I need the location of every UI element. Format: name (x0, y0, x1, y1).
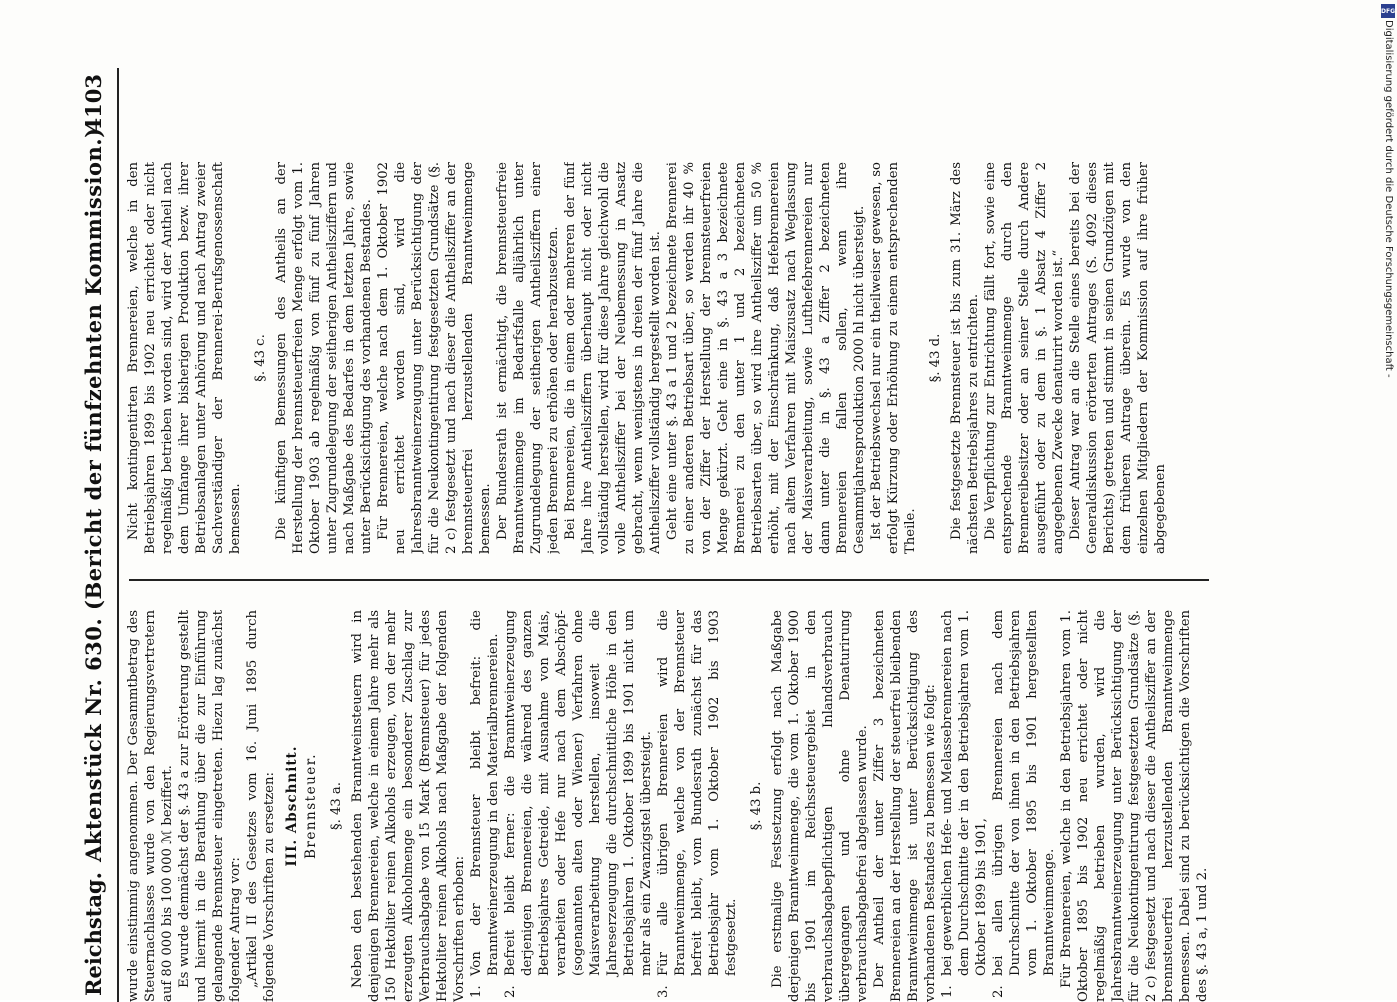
paragraph-heading-43b: §. 43 b. (749, 781, 764, 831)
paragraph: Geht eine unter §. 43 a 1 und 2 bezeichnete Brennerei zu einer anderen Betriebsart über, so werden ihr 40 % von der Ziffer der Herstellung der brennsteuerfreien Menge gekürzt. Geht eine in §. 43 a 3 bezeichnete Brennerei zu den unter 1 und 2 bezeichneten Betriebsarten über, so wird ihre Antheilsziffer um 50 % erhöht, mit der Einschränkung, daß Hefebrennereien nach altem Verfahren mit Maiszusatz nach Weglassung der Maisverarbeitung, sowie Lufthefebrennereien nur dann unter die in §. 43 a Ziffer 2 bezeichneten Brennereien fallen sollen, wenn ihre Gesammtjahresproduktion 2000 hl nicht übersteigt. (665, 162, 867, 554)
paragraph: Die Verpflichtung zur Entrichtung fällt fort, sowie eine entsprechende Branntweinmenge durch den Brennereibesitzer oder an seiner Stelle durch Andere ausgeführt oder zu dem in §. 1 Absatz 4 Ziffer 2 angegebenen Zwecke denaturirt worden ist.“ (983, 162, 1066, 554)
paragraph: Neben den bestehenden Branntweinsteuern wird in denjenigen Brennereien, welche in einem Jahre mehr als 150 Hektoliter reinen Alkohols erzeugen, von der mehr erzeugten Alkoholmenge ein besonderer Zuschlag zur Verbrauchsabgabe von 15 Mark (Brennsteuer) für jedes Hektoliter reinen Alkohols nach Maßgabe der folgenden Vorschriften erhoben: (350, 610, 467, 1002)
list-item: 1. Von der Brennsteuer bleibt befreit: die Branntweinerzeugung in den Materialbrennereien. (469, 610, 501, 998)
digitization-note (1380, 20, 1394, 960)
paragraph: wurde einstimmig angenommen. Der Gesammtbetrag des Steuernachlasses wurde von den Regierungsvertretern auf 80 000 bis 100 000 ℳ beziffert. (126, 610, 175, 1002)
paragraph: Der Bundesrath ist ermächtigt, die brennsteuerfreie Branntweinmenge im Bedarfsfalle alljährlich unter Zugrundelegung der seitherigen Antheilsziffern einer jeden Brennerei zu erhöhen oder herabzusetzen. (495, 162, 561, 554)
paragraph: Die künftigen Bemessungen des Antheils an der Herstellung der brennsteuerfreien Menge erfolgt vom 1. Oktober 1903 ab regelmäßig von fünf zu fünf Jahren unter Zugrundelegung der seitherigen Antheilsziffern und nach Maßgabe des Bedarfes in dem letzten Jahre, sowie unter Berücksichtigung des vorhandenen Bestandes. (274, 162, 374, 554)
list-item-text: bei gewerblichen Hefe- und Melassebrennereien nach dem Durchschnitte der in den Betriebsjahren vom 1. Oktober 1899 bis 1901, (940, 610, 989, 976)
section-title: Brennsteuer. (303, 752, 319, 860)
header-left: Reichstag. (81, 872, 106, 996)
paragraph: Der Antheil der unter Ziffer 3 bezeichneten Brennereien an der Herstellung der steuerfrei bleibenden Branntweinmenge ist unter Berücksichtigung des vorhandenen Bestandes zu bemessen wie folgt: (872, 610, 938, 1002)
list-item: 3. Für alle übrigen Brennereien wird die Branntweinmenge, welche von der Brennsteuer befreit bleibt, vom Bundesrath zunächst für das Betriebsjahr vom 1. Oktober 1902 bis 1903 festgesetzt. (656, 610, 739, 998)
page-number: 4103 (81, 74, 106, 133)
dfg-logo: DFG (1381, 4, 1395, 18)
paragraph-heading-43c: §. 43 c. (253, 334, 268, 382)
list-item-text: bei allen übrigen Brennereien nach dem Durchschnitte der von ihnen in den Betriebsjahren vom 1. Oktober 1895 bis 1901 hergestellten Branntweinmenge. (991, 610, 1057, 976)
list-item-text: Befreit bleibt ferner: die Branntweinerzeugung derjenigen Brennereien, die während des ganzen Betriebsjahres Getreide, mit Ausnahme von Mais, verarbeiten oder Hefe nur nach dem Abschöpf- (sogenannten alten oder Wiener) Verfahren ohne Maisverarbeitung herstellen, insoweit die Jahreserzeugung die durchschnittliche Höhe in den Betriebsjahren 1. Oktober 1899 bis 1901 nicht um mehr als ein Zwanzigstel übersteigt. (503, 610, 654, 976)
list-item-text: Für alle übrigen Brennereien wird die Branntweinmenge, welche von der Brennsteuer befreit bleibt, vom Bundesrath zunächst für das Betriebsjahr vom 1. Oktober 1902 bis 1903 festgesetzt. (656, 610, 739, 976)
paragraph: Dieser Antrag war an die Stelle eines bereits bei der Generaldiskussion erörterten Antrages (S. 4092 dieses Berichts) getreten und stimmt in seinen Grundzügen mit dem früheren Antrage überein. Es wurde von den einzelnen Mitgliedern der Kommission auf ihre früher abgegebenen (1068, 162, 1168, 554)
paragraph: Die erstmalige Festsetzung erfolgt nach Maßgabe derjenigen Branntweinmenge, die vom 1. Oktober 1900 bis 1901 im Reichssteuergebiet in den verbrauchsabgabepflichtigen Inlandsverbrauch übergegangen und ohne Denaturirung verbrauchsabgabefrei abgelassen wurde. (770, 610, 870, 1002)
page-header (73, 68, 115, 1002)
right-column (125, 162, 1225, 554)
list-item: 2. bei allen übrigen Brennereien nach dem Durchschnitte der von ihnen in den Betriebsjahren vom 1. Oktober 1895 bis 1901 hergestellten Branntweinmenge. (991, 610, 1057, 998)
paragraph: Es wurde demnächst der §. 43 a zur Erörterung gestellt und hiermit in die Berathung über die zur Einführung gelangende Brennsteuer eingetreten. Hiezu lag zunächst folgender Antrag vor: (177, 610, 243, 1002)
section-heading: III. Abschnitt. (284, 745, 300, 867)
paragraph-heading-43d: §. 43 d. (928, 333, 943, 383)
column-divider (129, 579, 1209, 581)
paragraph: Nicht kontingentirten Brennereien, welche in den Betriebsjahren 1899 bis 1902 neu errichtet oder nicht regelmäßig betrieben worden sind, wird der Antheil nach dem Umfange ihrer bisherigen Produktion bezw. ihrer Betriebsanlagen unter Anhörung und nach Antrag zweier Sachverständiger der Brennerei-Berufsgenossenschaft bemessen. (126, 162, 243, 554)
list-item-text: Von der Brennsteuer bleibt befreit: die Branntweinerzeugung in den Materialbrennereien. (469, 610, 501, 976)
rotated-page-content (43, 68, 1225, 1002)
paragraph: Ist der Betriebswechsel nur ein theilweiser gewesen, so erfolgt Kürzung oder Erhöhung zu einem entsprechenden Theile. (869, 162, 918, 554)
paragraph: Für Brennereien, welche nach dem 1. Oktober 1902 neu errichtet worden sind, wird die Jahresbranntweinerzeugung unter Berücksichtigung der für die Neukontingentirung festgesetzten Grundsätze (§. 2 c) festgesetzt und nach dieser die Antheilsziffer an der brennsteuerfrei herzustellenden Branntweinmenge bemessen. (376, 162, 493, 554)
paragraph: Für Brennereien, welche in den Betriebsjahren vom 1. Oktober 1895 bis 1902 neu errichtet oder nicht regelmäßig betrieben wurden, wird die Jahresbranntweinerzeugung unter Berücksichtigung der für die Neukontingentirung festgesetzten Grundsätze (§. 2 c) festgesetzt und nach dieser die Antheilsziffer an der brennsteuerfrei herzustellenden Branntweinmenge bemessen. Dabei sind zu berücksichtigen die Vorschriften des §. 43 a, 1 und 2. (1059, 610, 1210, 1002)
paragraph: Die festgesetzte Brennsteuer ist bis zum 31. März des nächsten Betriebsjahres zu entrichten. (949, 162, 981, 554)
list-item: 2. Befreit bleibt ferner: die Branntweinerzeugung derjenigen Brennereien, die während des ganzen Betriebsjahres Getreide, mit Ausnahme von Mais, verarbeiten oder Hefe nur nach dem Abschöpf- (sogenannten alten oder Wiener) Verfahren ohne Maisverarbeitung herstellen, insoweit die Jahreserzeugung die durchschnittliche Höhe in den Betriebsjahren 1. Oktober 1899 bis 1901 nicht um mehr als ein Zwanzigstel übersteigt. (503, 610, 654, 998)
left-column (125, 610, 1225, 1002)
digitization-note-text: Digitalisierung gefördert durch die Deutsche Forschungsgemeinschaft - (1383, 20, 1394, 378)
header-title: Aktenstück Nr. 630. (Bericht der fünfzehnten Kommission.) (81, 127, 106, 862)
paragraph: „Artikel II des Gesetzes vom 16. Juni 1895 durch folgende Vorschriften zu ersetzen: (245, 610, 277, 1002)
list-item: 1. bei gewerblichen Hefe- und Melassebrennereien nach dem Durchschnitte der in den Betriebsjahren vom 1. Oktober 1899 bis 1901, (940, 610, 989, 998)
paragraph: Bei Brennereien, die in einem oder mehreren der fünf Jahre ihre Antheilsziffern überhaupt nicht oder nicht vollständig herstellen, wird für diese Jahre gleichwohl die volle Antheilsziffer bei der Neubemessung in Ansatz gebracht, wenn wenigstens in dreien der fünf Jahre die Antheilsziffer vollständig hergestellt worden ist. (563, 162, 663, 554)
paragraph-heading-43a: §. 43 a. (329, 782, 344, 831)
header-rule (117, 68, 119, 1002)
